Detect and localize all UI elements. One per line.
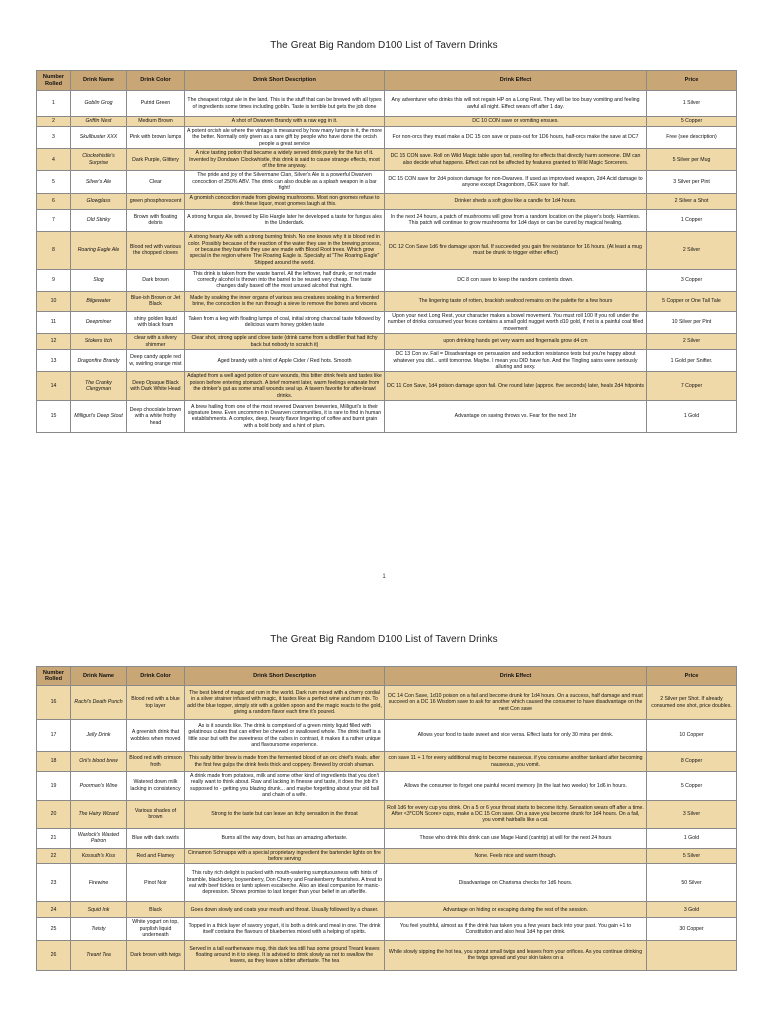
- cell-desc: Aged brandy with a hint of Apple Cider / Red hots. Smooth: [185, 350, 385, 372]
- cell-price: 3 Copper: [647, 269, 737, 291]
- table-row: [37, 127, 737, 149]
- cell-effect: Any adventurer who drinks this will not regain HP on a Long Rest. They will be too busy vomiting and feeling awful all night. Effect wears off after 1 day.: [385, 91, 647, 117]
- cell-desc: A potent orcish ale where the vintage is measured by how many lumps in it, the more the better. Normally only given as a rare gift by people who have done the orcish people a great service: [185, 127, 385, 149]
- cell-price: 5 Silver: [647, 848, 737, 864]
- table-header-row: [37, 71, 737, 91]
- table-row: [37, 400, 737, 432]
- cell-price: 3 Gold: [647, 902, 737, 918]
- table-row: [37, 149, 737, 171]
- cell-desc: This salty bitter brew is made from the fermented blood of an orc chief's rivals. after the first few gulps the drink feels thick and coppery. Brewed by orcish shaman.: [185, 752, 385, 772]
- cell-color: Watered down milk lacking in consistency: [127, 772, 185, 801]
- cell-n: 14: [37, 372, 71, 401]
- cell-color: Putrid Green: [127, 91, 185, 117]
- cell-effect: Allows your food to taste sweet and vice versa. Effect lasts for only 30 mins per drink.: [385, 720, 647, 752]
- cell-n: 4: [37, 149, 71, 171]
- cell-color: Blue with dark swirls: [127, 828, 185, 848]
- cell-effect: You feel youthful, almost as if the drink has taken you a few years back into your past. You gain +1 to Constitution and also heal 1d4 hp per drink.: [385, 918, 647, 940]
- cell-price: 1 Gold per Snifter.: [647, 350, 737, 372]
- cell-n: 25: [37, 918, 71, 940]
- cell-price: 8 Copper: [647, 752, 737, 772]
- table-row: [37, 686, 737, 720]
- page-number: 1: [382, 574, 386, 580]
- cell-price: 10 Silver per Pint: [647, 311, 737, 333]
- cell-n: 5: [37, 171, 71, 193]
- cell-price: 1 Gold: [647, 400, 737, 432]
- cell-n: 2: [37, 117, 71, 127]
- cell-name: The Cranky Clergyman: [71, 372, 127, 401]
- table-row: [37, 848, 737, 864]
- cell-effect: upon drinking hands get very warm and fingernails grow d4 cm: [385, 334, 647, 350]
- cell-price: 1 Gold: [647, 828, 737, 848]
- cell-name: The Hairy Wizard: [71, 800, 127, 828]
- cell-n: 16: [37, 686, 71, 720]
- cell-color: Red and Flamey: [127, 848, 185, 864]
- cell-desc: A strong hearty Ale with a strong burning finish. No one knows why it is blood red in color. Possibly because of the reaction of the water they use in the brewing process, or because they barrels they use are made with Blood Root trees. Which grow special in the region where The Roaring Eagle is. Specialty at "The Roaring Eagle" Shipped around the world.: [185, 231, 385, 269]
- cell-name: Silver's Ale: [71, 171, 127, 193]
- header-price: Price: [647, 667, 737, 686]
- cell-n: 26: [37, 940, 71, 970]
- cell-color: Various shades of brown: [127, 800, 185, 828]
- cell-desc: Cinnamon Schnapps with a special proprietary ingredient the bartender lights on fire before serving: [185, 848, 385, 864]
- cell-n: 10: [37, 291, 71, 311]
- cell-effect: While slowly sipping the hot tea, you sprout small twigs and leaves from your orifices. As you continue drinking the twigs spread and your skin takes on a: [385, 940, 647, 970]
- cell-name: Clockwhistle's Surprise: [71, 149, 127, 171]
- cell-desc: A shot of Dwarven Brandy with a raw egg in it.: [185, 117, 385, 127]
- cell-n: 17: [37, 720, 71, 752]
- cell-desc: This drink is taken from the waste barrel. All the leftover, half drunk, or not made correctly alcohol is thrown into the barrel to be reused very cheap. The taste changes daily based off the most unused alcohol that night.: [185, 269, 385, 291]
- page-title: The Great Big Random D100 List of Tavern Drinks: [270, 634, 498, 645]
- cell-n: 19: [37, 772, 71, 801]
- table-row: [37, 117, 737, 127]
- cell-desc: Taken from a keg with floating lumps of coal, initial strong charcoal taste followed by delicious warm honey golden taste: [185, 311, 385, 333]
- cell-effect: For non-orcs they must make a DC 15 con save or pass-out for 1D6 hours, half-orcs make the save at DC7: [385, 127, 647, 149]
- cell-desc: Adapted from a well aged potion of cure wounds, this bitter drink feels and tastes like poison before entering stomach. A brief moment later, warm feelings emanate from the drinker's gut as some small wounds seal up. A tavern favorite for after-brawl drinks.: [185, 372, 385, 401]
- cell-effect: DC 10 CON save or vomiting ensues.: [385, 117, 647, 127]
- cell-desc: Served in a tall earthenware mug, this dark tea still has some ground Treant leaves floating around in it to sleep. It is advised to drink slowly as not to swallow the leaves, as they leave a bitter aftertaste. The tea: [185, 940, 385, 970]
- cell-n: 9: [37, 269, 71, 291]
- header-color: Drink Color: [127, 667, 185, 686]
- cell-color: Deep candy apple red w, swirling orange mist: [127, 350, 185, 372]
- cell-price: [647, 940, 737, 970]
- cell-effect: Advantage on saving throws vs. Fear for the next 1hr: [385, 400, 647, 432]
- header-desc: Drink Short Description: [185, 71, 385, 91]
- table-row: [37, 720, 737, 752]
- table-header-row: [37, 667, 737, 686]
- cell-n: 20: [37, 800, 71, 828]
- table-row: [37, 209, 737, 231]
- cell-name: Rachi's Death Punch: [71, 686, 127, 720]
- cell-n: 11: [37, 311, 71, 333]
- header-number: Number Rolled: [37, 667, 71, 686]
- table-row: [37, 372, 737, 401]
- cell-desc: Made by soaking the inner organs of various sea creatures soaking in a fermented brine, the concoction is the run through a sieve to remove the bones and viscera: [185, 291, 385, 311]
- cell-color: Clear: [127, 171, 185, 193]
- header-effect: Drink Effect: [385, 71, 647, 91]
- cell-color: A greenish drink that wobbles when moved: [127, 720, 185, 752]
- cell-name: Bilgewater: [71, 291, 127, 311]
- cell-desc: Topped in a thick layer of savory yogurt, it is both a drink and meal in one. The drink itself contains the flavours of blueberries mixed with a helping of spirits.: [185, 918, 385, 940]
- cell-color: Dark Purple, Glittery: [127, 149, 185, 171]
- cell-desc: As is it sounds like. The drink is comprised of a green minty liquid filled with gelatinous cubes that can either be chewed or swallowed whole. The drink itself is a little sour but with the sweetness of the cubes in contrast, it makes it a rather unique and flavoursome experience.: [185, 720, 385, 752]
- cell-effect: In the next 24 hours, a patch of mushrooms will grow from a random location on the player's body. Harmless. This patch will continue to grow mushrooms for 1d4 days or can be cured by magical healing.: [385, 209, 647, 231]
- cell-n: 12: [37, 334, 71, 350]
- cell-desc: A strong fungus ale, brewed by Elio Hargle later he developed a taste for fungus ales in the Underdark.: [185, 209, 385, 231]
- cell-price: 30 Copper: [647, 918, 737, 940]
- cell-name: Slog: [71, 269, 127, 291]
- cell-color: Dark brown: [127, 269, 185, 291]
- table-row: [37, 828, 737, 848]
- cell-name: Squid Ink: [71, 902, 127, 918]
- cell-effect: con save 11 + 1 for every additional mug to become nauseous. if you consume another tankard after becoming nauseous, you vomit.: [385, 752, 647, 772]
- cell-color: Deep Opaque Black with Dark White Head: [127, 372, 185, 401]
- cell-price: 5 Silver per Mug: [647, 149, 737, 171]
- cell-color: Brown with floating debris: [127, 209, 185, 231]
- cell-effect: Drinker sheds a soft glow like a candle for 1d4 hours.: [385, 193, 647, 209]
- header-number: Number Rolled: [37, 71, 71, 91]
- cell-n: 23: [37, 864, 71, 902]
- cell-n: 15: [37, 400, 71, 432]
- cell-name: Kossuth's Kiss: [71, 848, 127, 864]
- cell-name: Warlock's Wasted Patron: [71, 828, 127, 848]
- cell-name: Stokers Itch: [71, 334, 127, 350]
- cell-name: Poorman's Wine: [71, 772, 127, 801]
- cell-price: 2 Silver per Shot. If already consumed one shot, price doubles.: [647, 686, 737, 720]
- cell-color: Pinot Noir: [127, 864, 185, 902]
- cell-n: 7: [37, 209, 71, 231]
- cell-name: Jelly Drink: [71, 720, 127, 752]
- header-price: Price: [647, 71, 737, 91]
- cell-desc: This ruby rich delight is packed with mouth-watering sumptuousness with hints of bramble, blackberry, boysenberry, Don Cherry and Frankenberry flourishes. A treat to eat with beef tickles or lamb spleen escabeche. Also an ideal companion for manic-depression. Shows promise to last longer than your belief in an afterlife.: [185, 864, 385, 902]
- cell-n: 8: [37, 231, 71, 269]
- cell-n: 6: [37, 193, 71, 209]
- cell-price: 50 Silver: [647, 864, 737, 902]
- drinks-table-2: [36, 666, 737, 971]
- header-color: Drink Color: [127, 71, 185, 91]
- table-row: [37, 193, 737, 209]
- drinks-table-1: [36, 70, 737, 433]
- cell-effect: Disadvantage on Charisma checks for 1d6 hours.: [385, 864, 647, 902]
- cell-effect: DC 15 CON save for 2d4 poison damage for non-Dwarves. If used as improvised weapon, 2d4 Acid damage to anyone except Dragonborn, DEX save for half.: [385, 171, 647, 193]
- table-row: [37, 291, 737, 311]
- cell-effect: Allows the consumer to forget one painful recent memory (in the last two weeks) for 1d6 in hours.: [385, 772, 647, 801]
- cell-price: 1 Copper: [647, 209, 737, 231]
- cell-color: clear with a silvery shimmer: [127, 334, 185, 350]
- cell-n: 24: [37, 902, 71, 918]
- header-effect: Drink Effect: [385, 667, 647, 686]
- table-row: [37, 940, 737, 970]
- table-row: [37, 334, 737, 350]
- cell-n: 3: [37, 127, 71, 149]
- table-row: [37, 350, 737, 372]
- cell-name: Milliguri's Deep Stout: [71, 400, 127, 432]
- header-name: Drink Name: [71, 71, 127, 91]
- cell-price: 5 Copper or One Tall Tale: [647, 291, 737, 311]
- cell-desc: Goes down slowly and coats your mouth and throat. Usually followed by a chaser.: [185, 902, 385, 918]
- cell-effect: Advantage on hiding or escaping during the rest of the session.: [385, 902, 647, 918]
- cell-desc: Burns all the way down, but has an amazing aftertaste.: [185, 828, 385, 848]
- cell-color: Blood red with various the chopped cloves: [127, 231, 185, 269]
- cell-n: 1: [37, 91, 71, 117]
- header-name: Drink Name: [71, 667, 127, 686]
- table-row: [37, 171, 737, 193]
- cell-name: Treant Tea: [71, 940, 127, 970]
- cell-name: Firewine: [71, 864, 127, 902]
- cell-desc: A brew hailing from one of the most revered Dwarven breweries, Milliguri's is their signature brew. Even uncommon in Dwarven communities, it is rare to find in human establishments. A complex, deep, hearty flavor lingering of coffee and burnt grain with a bold body and a hint of plum.: [185, 400, 385, 432]
- cell-desc: Strong to the taste but can leave an itchy sensation in the throat: [185, 800, 385, 828]
- cell-name: Glowglass: [71, 193, 127, 209]
- cell-color: green phosphorescent: [127, 193, 185, 209]
- cell-desc: A drink made from potatoes, milk and some other kind of ingredients that you don't really want to think about. Raw and lacking in finesse and taste, it does the job it's supposed to - getting you blazing drunk... and maybe forgetting about your old ball and chain of a wife.: [185, 772, 385, 801]
- cell-color: Pink with brown lumps: [127, 127, 185, 149]
- cell-effect: DC 13 Con sv. Fail = Disadvantage on persuasion and seduction resistance tests but you're happy about whatever you did... until tomorrow. Maybe. I mean you DID have fun. And the Tingling sains were seriously alluring and sexy.: [385, 350, 647, 372]
- cell-color: Blood red with a blue top layer: [127, 686, 185, 720]
- cell-effect: Upon your next Long Rest, your character makes a bowel movement. You must roll 100 If you roll under the number of drinks consumed your feces contains a small gold nugget worth d10 gold, if not is a painful coal filled movement: [385, 311, 647, 333]
- table-row: [37, 752, 737, 772]
- cell-desc: A gnomish concoction made from glowing mushrooms. Most non gnomes refuse to drink these liquor, most gnomes laugh at this.: [185, 193, 385, 209]
- cell-price: 7 Copper: [647, 372, 737, 401]
- cell-desc: The cheapest rotgut ale in the land. This is the stuff that can be brewed with all types of ingredients some times including goblin. Taste is terrible but gets the job done: [185, 91, 385, 117]
- cell-color: shiny golden liquid with black foam: [127, 311, 185, 333]
- cell-name: Griffin Nest: [71, 117, 127, 127]
- cell-color: Blood red with crimson froth: [127, 752, 185, 772]
- cell-name: Skullbuster XXX: [71, 127, 127, 149]
- cell-effect: DC 14 Con Save, 1d10 poison on a fail and become drunk for 1d4 hours. On a success, half damage and must succeed on a DC 16 Wisdom save to ask for another which caused the consumer to have disadvantage on the next Con save: [385, 686, 647, 720]
- cell-name: Goblin Grog: [71, 91, 127, 117]
- cell-price: 3 Silver per Pint: [647, 171, 737, 193]
- header-desc: Drink Short Description: [185, 667, 385, 686]
- cell-price: 2 Silver: [647, 334, 737, 350]
- cell-n: 21: [37, 828, 71, 848]
- cell-n: 18: [37, 752, 71, 772]
- cell-price: 5 Copper: [647, 772, 737, 801]
- table-row: [37, 231, 737, 269]
- cell-color: Blue-ish Brown or Jet Black: [127, 291, 185, 311]
- cell-name: Dragonfire Brandy: [71, 350, 127, 372]
- cell-color: Black: [127, 902, 185, 918]
- cell-price: 1 Silver: [647, 91, 737, 117]
- cell-effect: Roll 1d6 for every cup you drink. On a 5 or 6 your throat starts to become itchy. Sensation wears off after a time. After <3*CON Score> cups, make a DC 15 Con save. On a save you become drunk for 1d4 hours. On a fail, you vomit hairballs like a cat.: [385, 800, 647, 828]
- cell-name: Deepminer: [71, 311, 127, 333]
- cell-name: Roaring Eagle Ale: [71, 231, 127, 269]
- table-row: [37, 91, 737, 117]
- table-row: [37, 902, 737, 918]
- cell-effect: DC 11 Con Save, 1d4 poison damage upon fail. One round later (approx. five seconds) later, heals 2d4 hitpoints: [385, 372, 647, 401]
- cell-price: 2 Silver: [647, 231, 737, 269]
- cell-effect: The lingering taste of rotten, brackish seafood remains on the palette for a few hours: [385, 291, 647, 311]
- cell-desc: Clear shot, strong apple and clove taste (drink came from a distiller that had itchy back but nobody to scratch it): [185, 334, 385, 350]
- cell-n: 22: [37, 848, 71, 864]
- table-row: [37, 800, 737, 828]
- page-title: The Great Big Random D100 List of Tavern Drinks: [270, 40, 498, 51]
- cell-name: Orii's blood brew: [71, 752, 127, 772]
- cell-effect: DC 12 Con Save 1d6 fire damage upon fail. If succeeded you gain fire resistance for 16 hours. (At least a mug must be drunk to trigger either effect): [385, 231, 647, 269]
- cell-effect: Those who drink this drink can use Mage Hand (cantrip) at will for the next 24 hours: [385, 828, 647, 848]
- cell-color: White yogurt on top, purplish liquid underneath: [127, 918, 185, 940]
- cell-name: Twisty: [71, 918, 127, 940]
- cell-effect: None. Feels nice and warm though.: [385, 848, 647, 864]
- table-row: [37, 311, 737, 333]
- cell-price: Free (see description): [647, 127, 737, 149]
- cell-color: Medium Brown: [127, 117, 185, 127]
- table-row: [37, 772, 737, 801]
- cell-desc: The best blend of magic and rum in the world. Dark rum mixed with a cherry cordial in a silver strainer infused with magic, it tastes like a perfect wine and rum mix. To add the blue topper, simply stir with a golden spoon and the magic reacts to the gold, giving a random flavor each time it's poured.: [185, 686, 385, 720]
- cell-price: 2 Silver a Shot: [647, 193, 737, 209]
- cell-price: 10 Copper: [647, 720, 737, 752]
- cell-price: 3 Silver: [647, 800, 737, 828]
- cell-price: 5 Copper: [647, 117, 737, 127]
- cell-color: Deep chocolate brown with a white frothy head: [127, 400, 185, 432]
- table-row: [37, 918, 737, 940]
- table-row: [37, 864, 737, 902]
- cell-effect: DC 15 CON save. Roll on Wild Magic table upon fail, rerolling for effects that directly harm someone. DM can also decide what happens. Effect can not be affected by features granted to Wild Magic Sorcerers.: [385, 149, 647, 171]
- cell-n: 13: [37, 350, 71, 372]
- cell-desc: A nice tasting potion that became a widely served drink purely for the fun of it. Invented by Dondawn Clockwhistle, this drink is said to cause strange effects, most of the time anyway.: [185, 149, 385, 171]
- cell-effect: DC 8 con save to keep the random contents down.: [385, 269, 647, 291]
- cell-desc: The pride and joy of the Silvermane Clan, Silver's Ale is a powerful Dwarven concoction of 250% ABV. The drink can also double as a splash weapon in a bar fight!: [185, 171, 385, 193]
- table-row: [37, 269, 737, 291]
- cell-name: Old Stinky: [71, 209, 127, 231]
- cell-color: Dark brown with twigs: [127, 940, 185, 970]
